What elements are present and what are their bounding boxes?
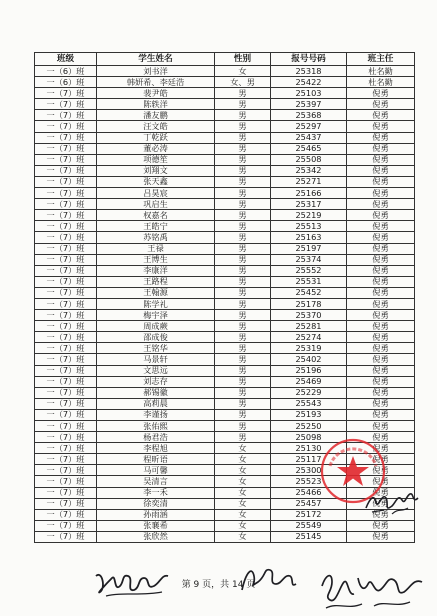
cell-gender: 男 [215,298,271,309]
cell-registration-number: 25465 [271,143,347,154]
table-row [35,454,415,465]
cell-head-teacher: 倪勇 [347,143,415,154]
cell-head-teacher: 杜名勤 [347,66,415,77]
cell-gender: 女 [215,520,271,531]
cell-registration-number: 25513 [271,221,347,232]
cell-student-name: 吕昊宸 [97,188,215,199]
cell-registration-number: 25196 [271,365,347,376]
cell-student-name: 刘志存 [97,376,215,387]
cell-student-name: 王路程 [97,276,215,287]
table-row [35,343,415,354]
table-row [35,110,415,121]
cell-head-teacher: 倪勇 [347,310,415,321]
cell-head-teacher: 倪勇 [347,465,415,476]
cell-student-name: 吴清言 [97,476,215,487]
cell-registration-number: 25531 [271,276,347,287]
student-roster-table [34,52,415,543]
cell-head-teacher: 倪勇 [347,332,415,343]
cell-registration-number: 25117 [271,454,347,465]
cell-registration-number: 25543 [271,398,347,409]
table-row [35,154,415,165]
cell-student-name: 李谨扬 [97,409,215,420]
cell-gender: 男 [215,376,271,387]
cell-student-name: 陈轶洋 [97,99,215,110]
cell-student-name: 苏铭禹 [97,232,215,243]
cell-head-teacher: 倪勇 [347,443,415,454]
cell-student-name: 陈学礼 [97,298,215,309]
cell-student-name: 杨君浩 [97,432,215,443]
cell-registration-number: 25163 [271,232,347,243]
cell-gender: 男 [215,232,271,243]
cell-registration-number: 25452 [271,287,347,298]
cell-gender: 女 [215,531,271,542]
cell-student-name: 李一禾 [97,487,215,498]
cell-class: 一（7）班 [35,465,97,476]
table-row [35,77,415,88]
cell-gender: 女 [215,443,271,454]
table-row [35,409,415,420]
cell-student-name: 刘书洋 [97,66,215,77]
table-row [35,254,415,265]
cell-gender: 女、男 [215,77,271,88]
cell-student-name: 张天鑫 [97,176,215,187]
cell-gender: 男 [215,243,271,254]
cell-class: 一（6）班 [35,66,97,77]
cell-registration-number: 25397 [271,99,347,110]
cell-head-teacher: 倪勇 [347,165,415,176]
cell-class: 一（7）班 [35,99,97,110]
cell-class: 一（6）班 [35,77,97,88]
cell-gender: 男 [215,88,271,99]
cell-head-teacher: 倪勇 [347,498,415,509]
cell-gender: 男 [215,409,271,420]
cell-gender: 男 [215,143,271,154]
cell-student-name: 王铭华 [97,343,215,354]
table-row [35,321,415,332]
table-row [35,132,415,143]
table-row [35,276,415,287]
cell-head-teacher: 倪勇 [347,210,415,221]
cell-head-teacher: 倪勇 [347,454,415,465]
cell-student-name: 王翰源 [97,287,215,298]
cell-head-teacher: 倪勇 [347,321,415,332]
cell-registration-number: 25172 [271,509,347,520]
cell-student-name: 张襄希 [97,520,215,531]
cell-gender: 男 [215,354,271,365]
cell-head-teacher: 倪勇 [347,243,415,254]
table-row [35,398,415,409]
cell-registration-number: 25229 [271,387,347,398]
cell-gender: 男 [215,332,271,343]
cell-registration-number: 25098 [271,432,347,443]
cell-gender: 男 [215,188,271,199]
cell-class: 一（7）班 [35,232,97,243]
cell-class: 一（7）班 [35,398,97,409]
table-row [35,520,415,531]
cell-gender: 男 [215,387,271,398]
table-row [35,498,415,509]
cell-gender: 男 [215,421,271,432]
table-row [35,165,415,176]
cell-head-teacher: 倪勇 [347,387,415,398]
cell-head-teacher: 倪勇 [347,432,415,443]
cell-head-teacher: 倪勇 [347,476,415,487]
table-row [35,310,415,321]
cell-gender: 男 [215,265,271,276]
table-row [35,121,415,132]
cell-class: 一（7）班 [35,387,97,398]
table-row [35,365,415,376]
table-row [35,432,415,443]
cell-head-teacher: 倪勇 [347,176,415,187]
cell-head-teacher: 倪勇 [347,343,415,354]
cell-class: 一（7）班 [35,531,97,542]
cell-head-teacher: 杜名勤 [347,77,415,88]
cell-class: 一（7）班 [35,487,97,498]
cell-registration-number: 25469 [271,376,347,387]
table-row [35,387,415,398]
table-row [35,298,415,309]
cell-class: 一（7）班 [35,509,97,520]
table-row [35,421,415,432]
table-row [35,465,415,476]
cell-gender: 男 [215,276,271,287]
cell-class: 一（7）班 [35,321,97,332]
cell-registration-number: 25219 [271,210,347,221]
table-row [35,188,415,199]
table-row [35,176,415,187]
cell-student-name: 裴尹皓 [97,88,215,99]
cell-head-teacher: 倪勇 [347,265,415,276]
cell-gender: 男 [215,110,271,121]
cell-registration-number: 25274 [271,332,347,343]
cell-gender: 女 [215,509,271,520]
cell-gender: 男 [215,176,271,187]
header-head-teacher: 班主任 [347,53,415,66]
cell-gender: 男 [215,165,271,176]
header-student-name: 学生姓名 [97,53,215,66]
cell-registration-number: 25368 [271,110,347,121]
cell-head-teacher: 倪勇 [347,232,415,243]
cell-gender: 男 [215,343,271,354]
cell-student-name: 高莉晨 [97,398,215,409]
cell-class: 一（7）班 [35,454,97,465]
cell-head-teacher: 倪勇 [347,276,415,287]
header-registration-number: 报号号码 [271,53,347,66]
table-row [35,143,415,154]
cell-student-name: 韩妍希、李廷浩 [97,77,215,88]
cell-class: 一（7）班 [35,88,97,99]
table-row [35,332,415,343]
cell-student-name: 邵成俊 [97,332,215,343]
cell-head-teacher: 倪勇 [347,254,415,265]
cell-registration-number: 25457 [271,498,347,509]
cell-student-name: 刘翔文 [97,165,215,176]
cell-class: 一（7）班 [35,520,97,531]
cell-head-teacher: 倪勇 [347,154,415,165]
cell-gender: 男 [215,310,271,321]
cell-student-name: 潘友鹏 [97,110,215,121]
cell-registration-number: 25523 [271,476,347,487]
table-row [35,221,415,232]
table-row [35,210,415,221]
cell-student-name: 丁乾跃 [97,132,215,143]
cell-head-teacher: 倪勇 [347,110,415,121]
cell-registration-number: 25319 [271,343,347,354]
cell-class: 一（7）班 [35,421,97,432]
table-row [35,476,415,487]
cell-class: 一（7）班 [35,409,97,420]
cell-head-teacher: 倪勇 [347,287,415,298]
cell-student-name: 王皓宁 [97,221,215,232]
cell-registration-number: 25552 [271,265,347,276]
cell-registration-number: 25300 [271,465,347,476]
table-row [35,199,415,210]
cell-gender: 男 [215,132,271,143]
cell-registration-number: 25466 [271,487,347,498]
cell-class: 一（7）班 [35,110,97,121]
cell-class: 一（7）班 [35,287,97,298]
cell-gender: 男 [215,210,271,221]
cell-class: 一（7）班 [35,343,97,354]
cell-registration-number: 25370 [271,310,347,321]
table-row [35,443,415,454]
cell-registration-number: 25145 [271,531,347,542]
cell-class: 一（7）班 [35,376,97,387]
cell-registration-number: 25318 [271,66,347,77]
cell-head-teacher: 倪勇 [347,409,415,420]
table-row [35,487,415,498]
cell-registration-number: 25342 [271,165,347,176]
cell-student-name: 马景轩 [97,354,215,365]
cell-gender: 男 [215,365,271,376]
cell-class: 一（7）班 [35,365,97,376]
cell-class: 一（7）班 [35,210,97,221]
cell-gender: 男 [215,199,271,210]
cell-student-name: 程昕语 [97,454,215,465]
cell-gender: 女 [215,487,271,498]
cell-registration-number: 25271 [271,176,347,187]
cell-head-teacher: 倪勇 [347,88,415,99]
cell-student-name: 周成蕨 [97,321,215,332]
cell-student-name: 梅宇泽 [97,310,215,321]
cell-class: 一（7）班 [35,254,97,265]
table-row [35,287,415,298]
cell-registration-number: 25193 [271,409,347,420]
cell-class: 一（7）班 [35,276,97,287]
cell-gender: 女 [215,476,271,487]
cell-head-teacher: 倪勇 [347,188,415,199]
cell-class: 一（7）班 [35,199,97,210]
cell-class: 一（7）班 [35,165,97,176]
cell-student-name: 李康洋 [97,265,215,276]
table-row [35,265,415,276]
cell-gender: 男 [215,221,271,232]
cell-class: 一（7）班 [35,310,97,321]
cell-class: 一（7）班 [35,332,97,343]
cell-head-teacher: 倪勇 [347,132,415,143]
cell-student-name: 郝锡徽 [97,387,215,398]
cell-gender: 女 [215,465,271,476]
cell-student-name: 汪文皓 [97,121,215,132]
cell-head-teacher: 倪勇 [347,487,415,498]
cell-gender: 男 [215,121,271,132]
cell-student-name: 张欣然 [97,531,215,542]
table-row [35,376,415,387]
table-row [35,354,415,365]
table-row [35,509,415,520]
cell-registration-number: 25166 [271,188,347,199]
cell-gender: 女 [215,498,271,509]
table-body [35,66,415,543]
table-header-row [35,53,415,66]
cell-class: 一（7）班 [35,265,97,276]
cell-gender: 男 [215,432,271,443]
table-row [35,232,415,243]
cell-head-teacher: 倪勇 [347,509,415,520]
table-row [35,88,415,99]
cell-class: 一（7）班 [35,221,97,232]
cell-class: 一（7）班 [35,243,97,254]
cell-head-teacher: 倪勇 [347,520,415,531]
cell-student-name: 马可馨 [97,465,215,476]
cell-head-teacher: 倪勇 [347,354,415,365]
cell-registration-number: 25103 [271,88,347,99]
cell-class: 一（7）班 [35,132,97,143]
cell-student-name: 孙雨涵 [97,509,215,520]
cell-registration-number: 25422 [271,77,347,88]
cell-head-teacher: 倪勇 [347,531,415,542]
cell-gender: 男 [215,99,271,110]
table-row [35,99,415,110]
cell-class: 一（7）班 [35,188,97,199]
cell-head-teacher: 倪勇 [347,365,415,376]
cell-head-teacher: 倪勇 [347,376,415,387]
cell-class: 一（7）班 [35,121,97,132]
cell-head-teacher: 倪勇 [347,199,415,210]
cell-head-teacher: 倪勇 [347,398,415,409]
cell-student-name: 巩启生 [97,199,215,210]
cell-head-teacher: 倪勇 [347,421,415,432]
header-class: 班级 [35,53,97,66]
cell-registration-number: 25297 [271,121,347,132]
cell-registration-number: 25178 [271,298,347,309]
cell-gender: 女 [215,454,271,465]
table-row [35,243,415,254]
cell-registration-number: 25250 [271,421,347,432]
cell-class: 一（7）班 [35,354,97,365]
cell-class: 一（7）班 [35,154,97,165]
cell-class: 一（7）班 [35,443,97,454]
cell-registration-number: 25374 [271,254,347,265]
header-gender: 性别 [215,53,271,66]
cell-student-name: 徐奕清 [97,498,215,509]
cell-class: 一（7）班 [35,176,97,187]
cell-registration-number: 25317 [271,199,347,210]
cell-registration-number: 25130 [271,443,347,454]
cell-registration-number: 25402 [271,354,347,365]
cell-gender: 女 [215,66,271,77]
page-number-footer: 第 9 页，共 14 页 [181,580,256,590]
cell-registration-number: 25281 [271,321,347,332]
cell-class: 一（7）班 [35,498,97,509]
cell-gender: 男 [215,154,271,165]
table-row [35,531,415,542]
cell-registration-number: 25549 [271,520,347,531]
cell-registration-number: 25508 [271,154,347,165]
cell-student-name: 权嘉名 [97,210,215,221]
cell-student-name: 董必涛 [97,143,215,154]
cell-gender: 男 [215,254,271,265]
cell-student-name: 文思远 [97,365,215,376]
cell-head-teacher: 倪勇 [347,221,415,232]
cell-student-name: 王禄 [97,243,215,254]
cell-student-name: 李程旭 [97,443,215,454]
cell-head-teacher: 倪勇 [347,99,415,110]
cell-registration-number: 25437 [271,132,347,143]
cell-registration-number: 25197 [271,243,347,254]
cell-head-teacher: 倪勇 [347,298,415,309]
cell-class: 一（7）班 [35,143,97,154]
cell-student-name: 王博生 [97,254,215,265]
cell-class: 一（7）班 [35,432,97,443]
cell-gender: 男 [215,321,271,332]
cell-student-name: 项德笙 [97,154,215,165]
cell-gender: 男 [215,398,271,409]
table-row [35,66,415,77]
cell-class: 一（7）班 [35,298,97,309]
cell-head-teacher: 倪勇 [347,121,415,132]
cell-gender: 男 [215,287,271,298]
cell-student-name: 张佑熙 [97,421,215,432]
cell-class: 一（7）班 [35,476,97,487]
